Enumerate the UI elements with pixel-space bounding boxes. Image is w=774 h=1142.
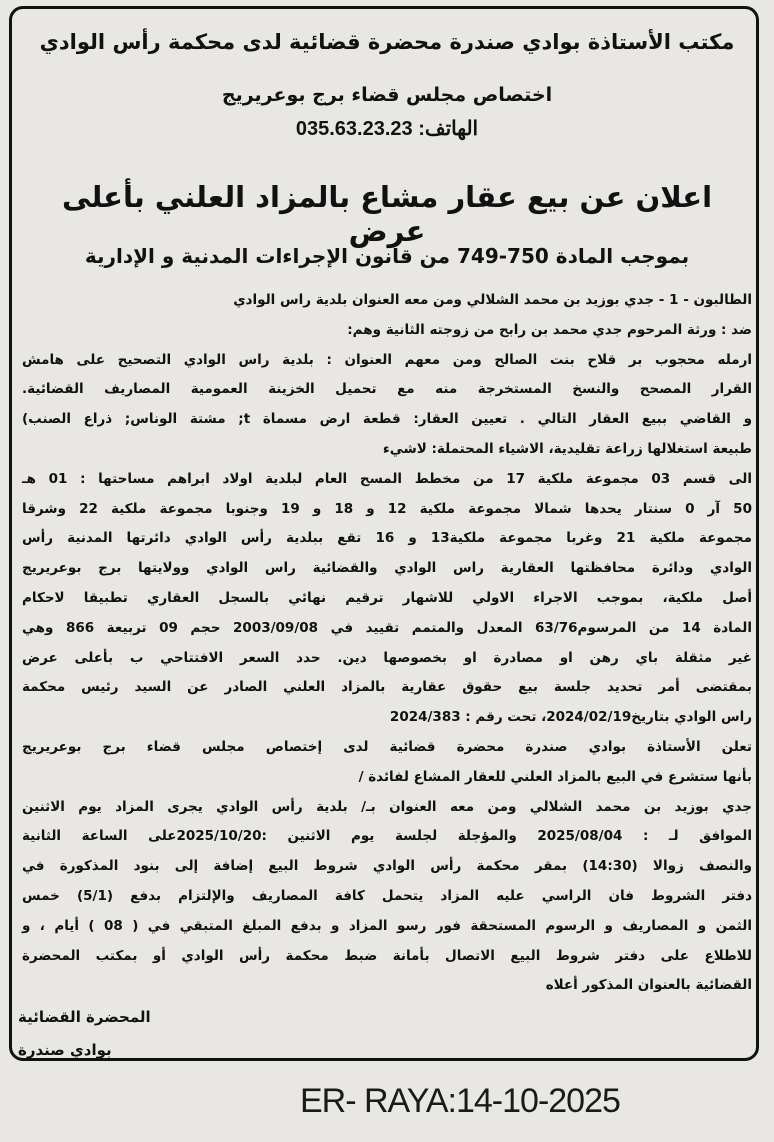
body-line: جدي بوزيد بن محمد الشلالي ومن معه العنوان بـ/ بلدية رأس الوادي يجرى المزاد يوم الاثنين xyxy=(22,798,752,815)
body-line: ارمله محجوب بر قلاح بنت الصالح ومن معهم العنوان : بلدية راس الوادي التصحيح على هامش xyxy=(22,351,752,368)
office-heading: مكتب الأستاذة بوادي صندرة محضرة قضائية لدى محكمة رأس الوادي xyxy=(39,30,735,54)
body-line: للاطلاع على دفتر شروط البيع الاتصال بأمانة ضبط محكمة رأس الوادي أو بمكتب المحضرة xyxy=(22,947,752,964)
phone-number: الهاتف: 035.63.23.23 xyxy=(295,118,479,140)
body-line: مجموعة ملكية 21 وغربا مجموعة ملكية13 و 16 تقع ببلدية رأس الوادي دائرتها المدنية رأس xyxy=(22,530,752,547)
body-line: أصل ملكية، بموجب الاجراء الاولي للاشهار ترقيم نهائي بالسجل العقاري تطبيقا لاحكام xyxy=(22,589,752,606)
body-line: تعلن الأستاذة بوادي صندرة محضرة قضائية لدى إختصاص مجلس قضاء برج بوعريريج xyxy=(22,738,752,755)
body-line: و القاضي ببيع العقار التالي . تعيين العقار: قطعة ارض مسماة t; مشتة الوناس; ذراع الصنب) xyxy=(22,411,752,428)
jurisdiction-heading: اختصاص مجلس قضاء برج بوعريريج xyxy=(221,84,553,106)
body-line: القرار المصحح والنسخ المستخرجة منه مع تحميل الخزينة العمومية المصاريف القضائية. xyxy=(22,381,752,398)
body-line: بأنها ستشرع في البيع بالمزاد العلني للعقار المشاع لفائدة / xyxy=(358,768,752,785)
body-line: الثمن و المصاريف و الرسوم المستحقة فور رسو المزاد و بدفع المبلغ المتبقي في ( 08 ) أيام ، و xyxy=(22,917,752,934)
body-line: القضائية بالعنوان المذكور أعلاه xyxy=(545,977,752,994)
signature-name: بوادي صندرة xyxy=(18,1041,112,1059)
body-line: الطالبون - 1 - جدي بوزيد بن محمد الشلالي ومن معه العنوان بلدية راس الوادي xyxy=(233,292,752,308)
publication-stamp: ER- RAYA:14-10-2025 xyxy=(300,1082,620,1120)
body-line: الوادي ودائرة محافظتها العقارية راس الوادي والقضائية راس الوادي وولايتها برج بوعريريج xyxy=(22,560,752,577)
body-line: والنصف زوالا (14:30) بمقر محكمة رأس الوادي شروط البيع إضافة إلى بنود المذكورة في xyxy=(22,858,752,875)
body-line: ضد : ورثة المرحوم جدي محمد بن رابح من زوجته الثانية وهم: xyxy=(347,321,752,338)
notice-title: اعلان عن بيع عقار مشاع بالمزاد العلني بأعلى عرض xyxy=(61,180,713,248)
body-line: الى قسم 03 مجموعة ملكية 17 من مخطط المسح العام لبلدية اولاد ابراهم مساحتها : 01 هـ xyxy=(22,470,752,487)
notice-subtitle: بموجب المادة 750-749 من قانون الإجراءات المدنية و الإدارية xyxy=(84,244,690,268)
body-line: غير مثقلة باي رهن او مصادرة او بخصوصها دين. حدد السعر الافتتاحي ب بأعلى عرض xyxy=(22,649,752,666)
body-line: راس الوادي بتاريخ2024/02/19، تحت رقم : 2024/383 xyxy=(389,709,752,726)
body-line: طبيعة استغلالها زراعة تقليدية، الاشياء المحتملة: لاشيء xyxy=(382,440,752,457)
body-line: الموافق لـ : 2025/08/04 والمؤجلة لجلسة يوم الاثنين :2025/10/20على الساعة الثانية xyxy=(22,828,753,845)
body-line: دفتر الشروط فان الراسي عليه المزاد يتحمل كافة المصاريف والإلتزام بدفع (5/1) خمس xyxy=(22,887,752,904)
body-line: بمقتضى أمر تحديد جلسة بيع حقوق عقارية بالمزاد العلني الصادر عن السيد رئيس محكمة xyxy=(22,679,752,696)
body-line: 50 آر 0 سنتار يحدها شمالا مجموعة ملكية 12 و 18 و 19 وجنوبا مجموعة ملكية 22 وشرقا xyxy=(22,500,752,517)
signature-role: المحضرة القضائية xyxy=(18,1008,151,1026)
notice-body xyxy=(22,286,752,1001)
body-line: المادة 14 من المرسوم63/76 المعدل والمتمم تقييد في 2003/09/08 حجم 09 تربيعة 866 وهي xyxy=(22,619,752,636)
